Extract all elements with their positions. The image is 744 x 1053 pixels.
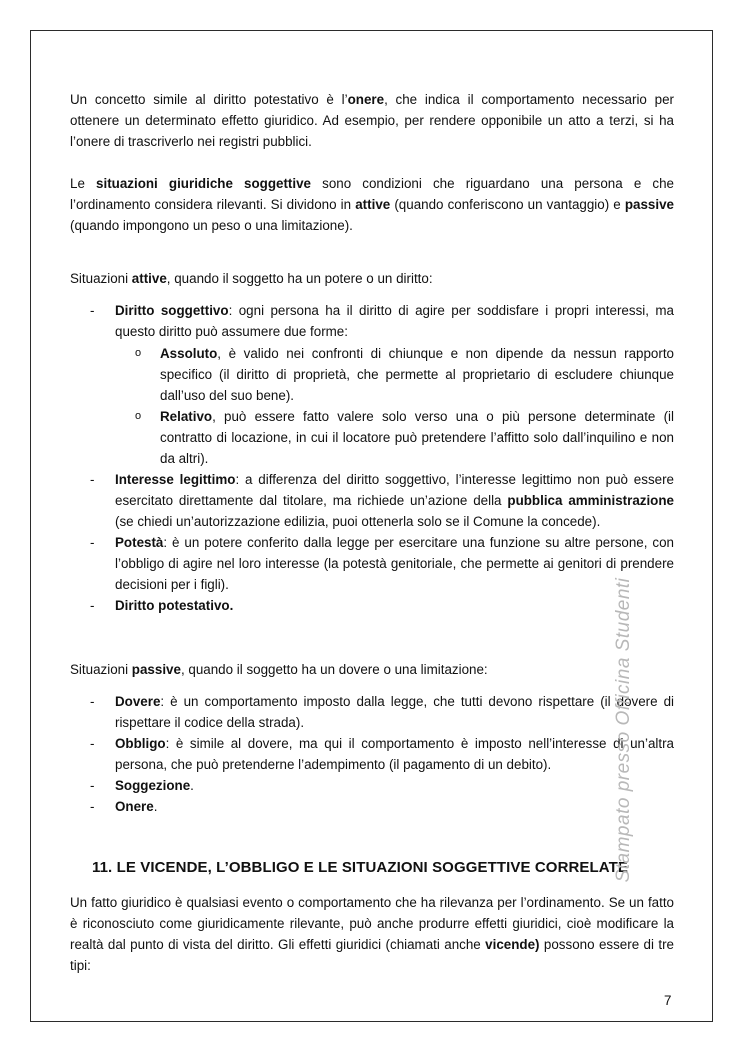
text: possono essere di tre tipi:: [70, 937, 675, 973]
bold-term: Diritto potestativo.: [115, 598, 234, 613]
watermark: Stampato presso Officina Studenti: [613, 577, 634, 883]
bold-term: passive: [131, 662, 181, 677]
bold-term: onere: [347, 92, 385, 107]
list-item: [70, 775, 674, 796]
sub-list-item: [115, 406, 674, 469]
bold-term: passive: [624, 197, 674, 212]
dash-bullet: -: [90, 778, 95, 793]
passive-situations-list: [70, 691, 674, 817]
list-item: [70, 691, 674, 733]
list-item: [70, 469, 674, 532]
bold-term: Interesse legittimo: [115, 472, 236, 487]
text: : ogni persona ha il diritto di agire per soddisfare i propri interessi, ma questo diritto può assumere due forme:: [115, 303, 674, 339]
text: : è simile al dovere, ma qui il comportamento è imposto nell’interesse di un’altra persona, che può pretenderne l’adempimento (il pagamento di un debito).: [115, 736, 674, 772]
dash-bullet: -: [90, 535, 95, 550]
text: Le: [70, 176, 97, 191]
active-situations-list: [70, 300, 674, 616]
text: , è valido nei confronti di chiunque e non dipende da nessun rapporto specifico (il diritto di proprietà, che permette al proprietario di escludere chiunque dall’uso del suo bene).: [160, 346, 674, 403]
sub-list-item: [115, 343, 674, 406]
dash-bullet: -: [90, 598, 95, 613]
text: Situazioni: [70, 271, 132, 286]
dash-bullet: -: [90, 303, 95, 318]
bold-term: Assoluto: [160, 346, 218, 361]
text: Un fatto giuridico è qualsiasi evento o comportamento che ha rilevanza per l’ordinamento. Se un fatto è riconosciuto come giuridicamente rilevante, può anche produrre effetti giuridici, cioè modificare la realtà dal punto di vista del diritto. Gli effetti giuridici (chiamati anche: [70, 895, 674, 952]
paragraph-fatto-giuridico: [70, 892, 674, 976]
bold-term: Potestà: [115, 535, 164, 550]
list-item: [70, 796, 674, 817]
bold-term: attive: [355, 197, 391, 212]
list-item: [70, 300, 674, 469]
bold-term: Obbligo: [115, 736, 166, 751]
text: .: [190, 778, 194, 793]
text: Un concetto simile al diritto potestativo è l’: [70, 92, 348, 107]
paragraph-situazioni: [70, 173, 674, 236]
page-number: 7: [664, 993, 672, 1008]
bold-term: Relativo: [160, 409, 213, 424]
circle-bullet: o: [135, 347, 142, 359]
list-item: [70, 532, 674, 595]
text: , quando il soggetto ha un potere o un diritto:: [166, 271, 433, 286]
dash-bullet: -: [90, 799, 95, 814]
dash-bullet: -: [90, 736, 95, 751]
text: , quando il soggetto ha un dovere o una limitazione:: [180, 662, 488, 677]
bold-term: attive: [131, 271, 167, 286]
bold-term: situazioni giuridiche soggettive: [96, 176, 311, 191]
text: (quando impongono un peso o una limitazione).: [70, 218, 353, 233]
text: .: [153, 799, 158, 814]
paragraph-onere: [70, 89, 674, 152]
bold-term: vicende): [485, 937, 540, 952]
text: : è un comportamento imposto dalla legge, che tutti devono rispettare (il dovere di rispettare il codice della strada).: [115, 694, 674, 730]
bold-term: Diritto soggettivo: [115, 303, 229, 318]
section-heading: 11. LE VICENDE, L’OBBLIGO E LE SITUAZIONI SOGGETTIVE CORRELATE: [92, 859, 628, 876]
paragraph-passive-intro: [70, 659, 674, 680]
text: (se chiedi un’autorizzazione edilizia, puoi ottenerla solo se il Comune la concede).: [115, 514, 601, 529]
text: , può essere fatto valere solo verso una o più persone determinate (il contratto di locazione, in cui il locatore può pretendere l’affitto solo dall’inquilino e non da altri).: [160, 409, 674, 466]
bold-term: Onere: [115, 799, 154, 814]
bold-term: Soggezione: [115, 778, 191, 793]
text: (quando conferiscono un vantaggio) e: [390, 197, 625, 212]
text: : a differenza del diritto soggettivo, l’interesse legittimo non può essere esercitato direttamente dal titolare, ma richiede un’azione della: [115, 472, 674, 508]
paragraph-attive-intro: [70, 268, 674, 289]
text: : è un potere conferito dalla legge per esercitare una funzione su altre persone, con l’obbligo di agire nel loro interesse (la potestà genitoriale, che permette ai genitori di prendere decisioni per i figli).: [115, 535, 674, 592]
text: sono condizioni che riguardano una persona e che l’ordinamento considera rilevanti. Si dividono in: [70, 176, 674, 212]
dash-bullet: -: [90, 472, 95, 487]
bold-term: Dovere: [115, 694, 161, 709]
text: Situazioni: [70, 662, 132, 677]
dash-bullet: -: [90, 694, 95, 709]
list-item: [70, 733, 674, 775]
circle-bullet: o: [135, 410, 142, 422]
bold-term: pubblica amministrazione: [507, 493, 674, 508]
text: , che indica il comportamento necessario per ottenere un determinato effetto giuridico. Ad esempio, per rendere opponibile un atto a terzi, si ha l’onere di trascriverlo nei registri pubblici.: [70, 92, 674, 149]
list-item: [70, 595, 674, 616]
